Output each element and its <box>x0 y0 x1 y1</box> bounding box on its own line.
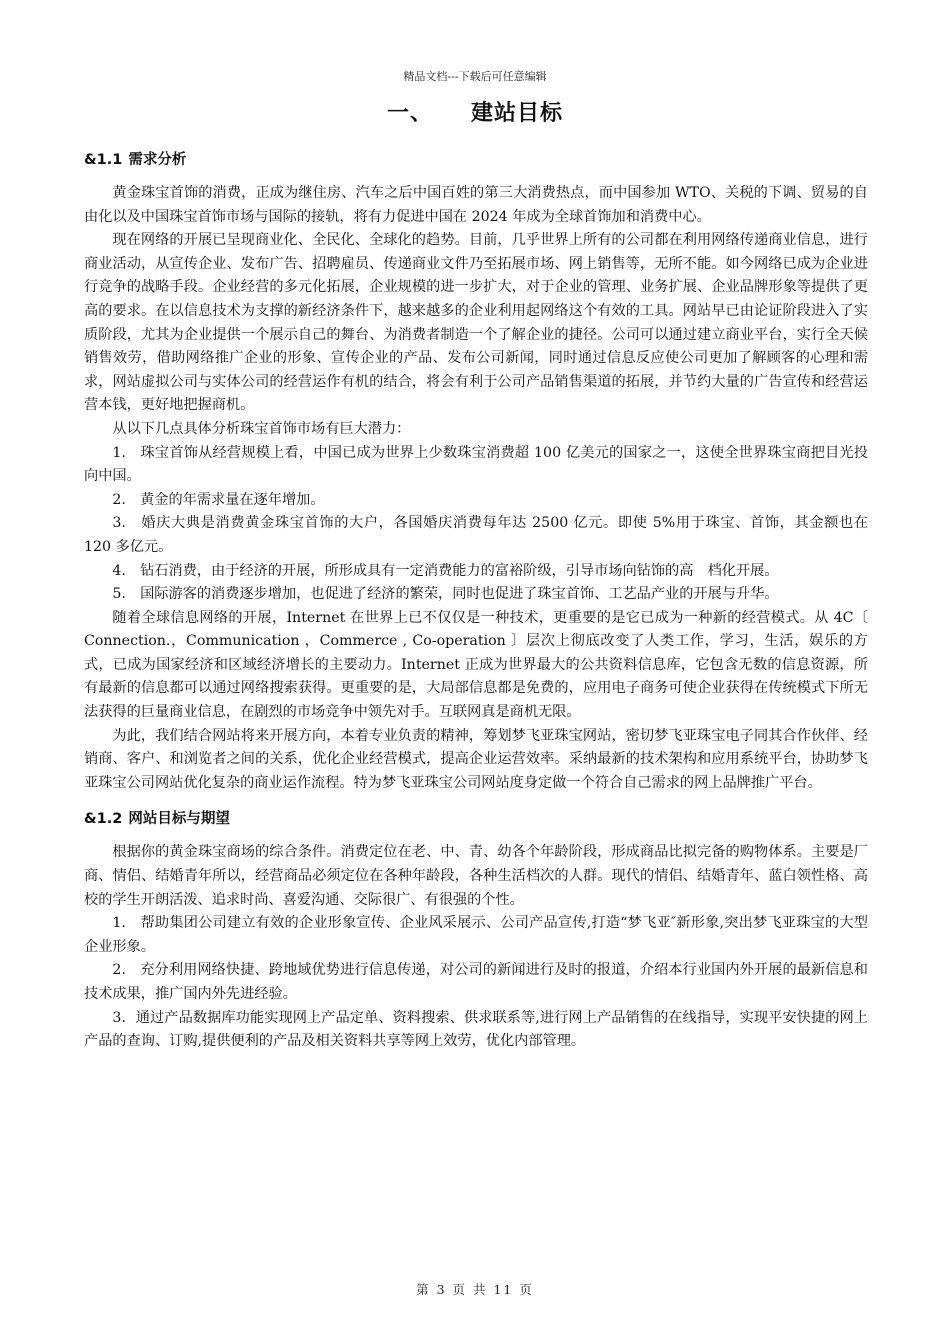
paragraph: 随着全球信息网络的开展，Internet 在世界上已不仅仅是一种技术，更重要的是它已成为一种新的经营模式。从 4C〔 Connection.，Communication ，Commerce , Co-operation 〕层次上彻底改变了人类工作，学习，生活，娱乐的方式，已成为国家经济和区域经济增长的主要动力。Internet 正成为世界最大的公共资料信息库，它包含无数的信息资源，所有最新的信息都可以通过网络搜索获得。更重要的是，大局部信息都是免费的，应用电子商务可使企业获得在传统模式下所无法获得的巨量商业信息，在剧烈的市场竞争中领先对手。互联网真是商机无限。 <box>84 609 868 721</box>
list-item: 1. 珠宝首饰从经营规模上看，中国已成为世界上少数珠宝消费超 100 亿美元的国家之一，这使全世界珠宝商把目光投向中国。 <box>84 444 868 485</box>
list-item: 5. 国际游客的消费逐步增加，也促进了经济的繁荣，同时也促进了珠宝首饰、工艺品产业的开展与升华。 <box>112 586 779 603</box>
paragraph: 为此，我们结合网站将来开展方向，本着专业负责的精神，筹划梦飞亚珠宝网站，密切梦飞亚珠宝电子同其合作伙伴、经销商、客户、和浏览者之间的关系，优化企业经营模式，提高企业运营效率。采纳最新的技术架构和应用系统平台，协助梦飞亚珠宝公司网站优化复杂的商业运作流程。特为梦飞亚珠宝公司网站度身定做一个符合自己需求的网上品牌推广平台。 <box>84 727 868 791</box>
list-item: 3. 婚庆大典是消费黄金珠宝首饰的大户，各国婚庆消费每年达 2500 亿元。即使 5%用于珠宝、首饰，其金额也在 120 多亿元。 <box>84 515 868 555</box>
section-title: 网站目标与期望 <box>128 811 230 828</box>
section-heading-1 <box>84 148 868 172</box>
paragraph: 现在网络的开展已呈现商业化、全民化、全球化的趋势。目前，几乎世界上所有的公司都在利用网络传递商业信息，进行商业活动，从宣传企业、发布广告、招聘雇员、传递商业文件乃至拓展市场、网上销售等，无所不能。如今网络已成为企业进行竞争的战略手段。企业经营的多元化拓展，企业规模的进一步扩大，对于企业的管理、业务扩展、企业品牌形象等提供了更高的要求。在以信息技术为支撑的新经济条件下，越来越多的企业利用起网络这个有效的工具。网站早已由论证阶段进入了实质阶段，尤其为企业提供一个展示自己的舞台、为消费者制造一个了解企业的捷径。公司可以通过建立商业平台，实行全天候销售效劳，借助网络推广企业的形象、宣传企业的产品、发布公司新闻，同时通过信息反应使公司更加了解顾客的心理和需求，网站虚拟公司与实体公司的经营运作有机的结合，将会有利于公司产品销售渠道的拓展，并节约大量的广告宣传和经营运营本钱，更好地把握商机。 <box>84 232 868 414</box>
list-item: 2. 黄金的年需求量在逐年增加。 <box>112 491 325 508</box>
page-footer: 第 3 页 共 11 页 <box>416 1282 534 1297</box>
header-note: 精品文档---下载后可任意编辑 <box>403 70 547 83</box>
section-title: 需求分析 <box>128 152 187 168</box>
list-item: 2. 充分利用网络快捷、跨地域优势进行信息传递，对公司的新闻进行及时的报道，介绍本行业国内外开展的最新信息和技术成果，推广国内外先进经验。 <box>84 962 868 1002</box>
list-item: 1. 帮助集团公司建立有效的企业形象宣传、企业风采展示、公司产品宣传,打造“梦飞亚″新形象,突出梦飞亚珠宝的大型企业形象。 <box>84 915 868 955</box>
list-item: 3．通过产品数据库功能实现网上产品定单、资料搜索、供求联系等,进行网上产品销售的在线指导，实现平安快捷的网上产品的查询、订购,提供便利的产品及相关资料共享等网上效劳，优化内部管理。 <box>84 1009 868 1050</box>
title-number: 一、 <box>386 101 433 126</box>
page-title <box>0 96 950 127</box>
paragraph: 根据你的黄金珠宝商场的综合条件。消费定位在老、中、青、幼各个年龄阶段，形成商品比拟完备的购物体系。主要是厂商、情侣、结婚青年所以，经营商品必须定位在各种年龄段，各种生活档次的人群。现代的情侣、结婚青年、蓝白领性格、高校的学生开朗活泼、追求时尚、喜爱沟通、交际很广、有很强的个性。 <box>84 844 868 908</box>
paragraph: 从以下几点具体分析珠宝首饰市场有巨大潜力： <box>112 420 411 437</box>
paragraph: 黄金珠宝首饰的消费，正成为继住房、汽车之后中国百姓的第三大消费热点，而中国参加 WTO、关税的下调、贸易的自由化以及中国珠宝首饰市场与国际的接轨，将有力促进中国在 2024 年成为全球首饰加和消费中心。 <box>84 185 868 225</box>
section-heading-2 <box>84 807 868 831</box>
document-body <box>84 148 868 1054</box>
section-number: &1.1 <box>84 152 123 168</box>
title-text: 建站目标 <box>471 101 564 126</box>
list-item: 4. 钻石消费，由于经济的开展，所形成具有一定消费能力的富裕阶级，引导市场向钻饰的高 档化开展。 <box>112 562 779 579</box>
section-number: &1.2 <box>84 811 123 828</box>
